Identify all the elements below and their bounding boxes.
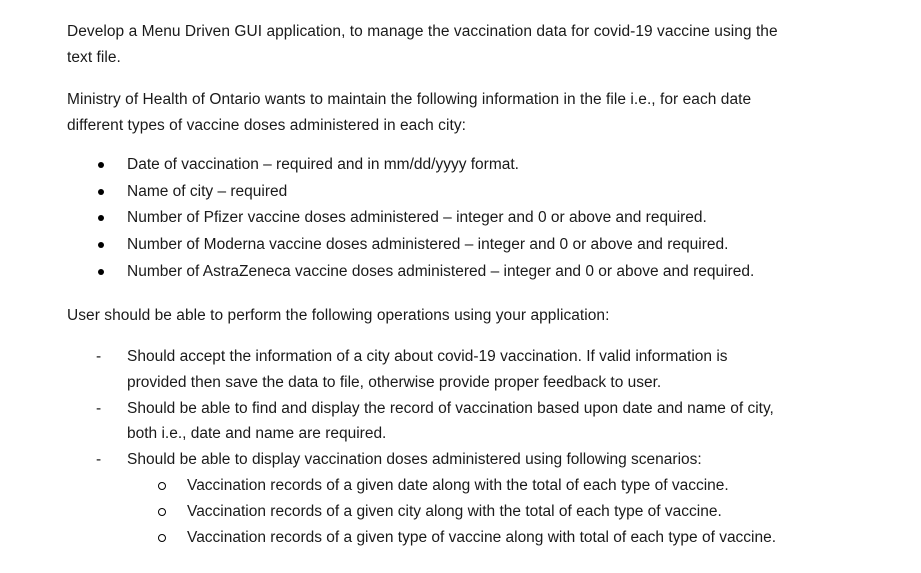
intro-line-1: Develop a Menu Driven GUI application, to manage the vaccination data for covid-19 vaccine using the xyxy=(67,23,778,40)
bullet-icon xyxy=(98,189,104,195)
list-item xyxy=(67,396,857,448)
dash-icon: - xyxy=(96,451,102,469)
list-item xyxy=(67,205,857,232)
intro-line-2: text file. xyxy=(67,48,121,66)
list-item xyxy=(67,344,857,396)
list-item xyxy=(67,473,857,499)
list-item xyxy=(67,259,857,286)
list-item xyxy=(67,232,857,259)
document-body xyxy=(67,19,857,550)
operations-intro: User should be able to perform the following operations using your application: xyxy=(67,306,610,324)
bullet-icon xyxy=(98,242,104,248)
circle-bullet-icon xyxy=(158,534,166,542)
operation-line-1: Should be able to find and display the record of vaccination based upon date and name of city, xyxy=(127,399,774,417)
field-list xyxy=(67,152,857,286)
circle-bullet-icon xyxy=(158,508,166,516)
list-item xyxy=(67,179,857,206)
list-item xyxy=(67,447,857,550)
requirement-line-2: different types of vaccine doses administered in each city: xyxy=(67,116,466,134)
requirement-paragraph xyxy=(67,87,857,138)
list-item xyxy=(67,499,857,525)
scenario-text: Vaccination records of a given city along with the total of each type of vaccine. xyxy=(187,502,722,520)
dash-icon: - xyxy=(96,399,102,417)
field-text: Name of city – required xyxy=(127,182,288,200)
requirement-line-1: Ministry of Health of Ontario wants to maintain the following information in the file i.e., for each date xyxy=(67,91,752,108)
operation-line-2: both i.e., date and name are required. xyxy=(127,425,387,443)
operation-line-2: provided then save the data to file, otherwise provide proper feedback to user. xyxy=(127,373,662,391)
dash-icon: - xyxy=(96,348,102,366)
list-item xyxy=(67,152,857,179)
list-item xyxy=(67,525,857,551)
operation-line-1: Should accept the information of a city about covid-19 vaccination. If valid information is xyxy=(127,348,728,366)
circle-bullet-icon xyxy=(158,482,166,490)
operation-list xyxy=(67,344,857,550)
scenario-text: Vaccination records of a given type of vaccine along with total of each type of vaccine. xyxy=(187,528,777,546)
bullet-icon xyxy=(98,215,104,221)
field-text: Number of Moderna vaccine doses administered – integer and 0 or above and required. xyxy=(127,236,729,254)
intro-paragraph xyxy=(67,19,857,70)
bullet-icon xyxy=(98,269,104,275)
scenario-list xyxy=(127,473,857,550)
bullet-icon xyxy=(98,162,104,168)
scenario-text: Vaccination records of a given date along with the total of each type of vaccine. xyxy=(187,477,729,494)
field-text: Number of AstraZeneca vaccine doses administered – integer and 0 or above and required. xyxy=(127,262,755,280)
field-text: Date of vaccination – required and in mm/dd/yyyy format. xyxy=(127,156,519,173)
operation-line-1: Should be able to display vaccination doses administered using following scenarios: xyxy=(127,451,702,469)
field-text: Number of Pfizer vaccine doses administered – integer and 0 or above and required. xyxy=(127,209,707,227)
